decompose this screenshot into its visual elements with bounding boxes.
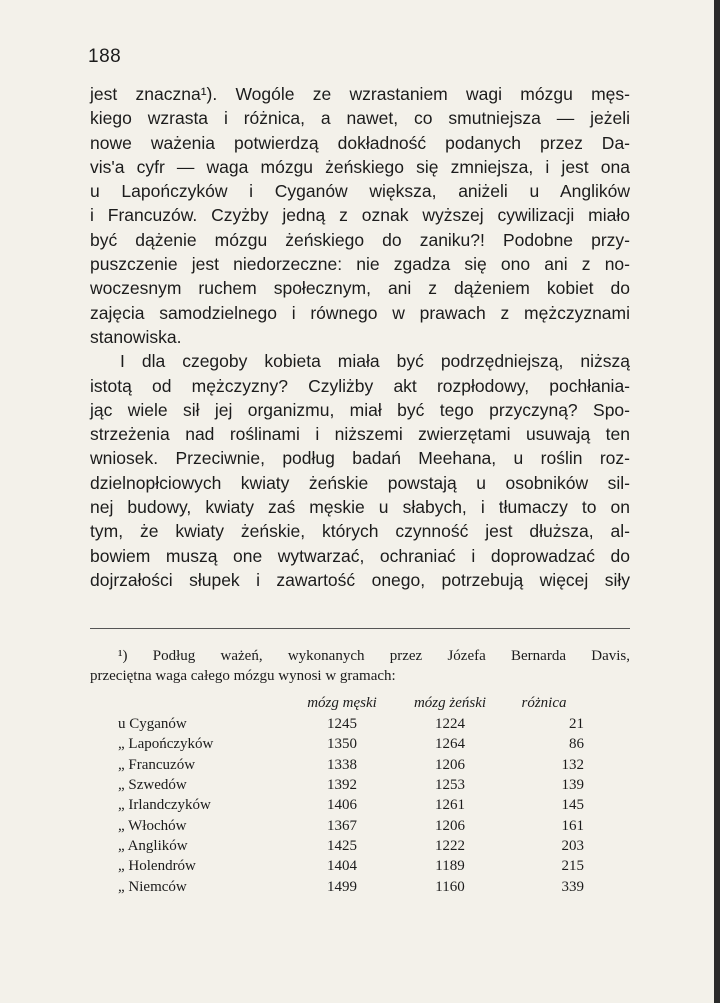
- table-cell-difference: 215: [561, 858, 584, 875]
- body-line: woczesnym ruchem społecznym, ani z dążeniem kobiet do: [90, 278, 630, 299]
- table-cell-female: 1224: [435, 716, 465, 733]
- table-cell-difference: 132: [561, 756, 584, 773]
- table-row: [118, 856, 584, 876]
- body-line: jest znaczna¹). Wogóle ze wzrastaniem wagi mózgu męs-: [90, 84, 630, 104]
- body-line: nowe ważenia potwierdzą dokładność podanych przez Da-: [90, 132, 630, 153]
- table-row: [118, 876, 584, 896]
- page-edge-shadow: [714, 0, 720, 1003]
- table-cell-difference: 139: [561, 777, 584, 794]
- table-header-male: mózg męski: [307, 694, 377, 711]
- body-line: istotą od mężczyzny? Czyliżby akt rozpłodowy, pochłania-: [90, 375, 630, 396]
- table-header-row: [118, 692, 584, 714]
- table-cell-male: 1406: [327, 797, 357, 814]
- table-row: [118, 775, 584, 795]
- table-cell-male: 1350: [327, 736, 357, 753]
- table-cell-female: 1189: [435, 858, 465, 875]
- table-cell-difference: 145: [561, 797, 584, 814]
- footnote-line: przeciętna waga całego mózgu wynosi w gramach:: [90, 668, 396, 684]
- table-cell-male: 1404: [327, 858, 357, 875]
- table-cell-difference: 339: [561, 878, 584, 895]
- table-row: [118, 714, 584, 734]
- body-line: puszczenie jest niedorzeczne: nie zgadza się ono ani z no-: [90, 254, 630, 275]
- table-cell-female: 1206: [435, 817, 465, 834]
- table-cell-male: 1367: [327, 817, 357, 834]
- table-cell-country: „ Włochów: [118, 817, 187, 834]
- page-number: 188: [88, 46, 122, 67]
- brain-weight-table: [118, 692, 584, 897]
- table-cell-female: 1206: [435, 756, 465, 773]
- footnote: [90, 646, 630, 686]
- table-row: [118, 755, 584, 775]
- table-cell-difference: 161: [561, 817, 584, 834]
- body-line: być dążenie mózgu żeńskiego do zaniku?! Podobne przy-: [90, 229, 630, 250]
- table-cell-female: 1222: [435, 837, 465, 854]
- footnote-divider: [90, 628, 630, 629]
- table-row: [118, 734, 584, 754]
- table-cell-country: „ Holendrów: [118, 858, 196, 875]
- table-cell-female: 1261: [435, 797, 465, 814]
- body-line: nej budowy, kwiaty zaś męskie u słabych, i tłumaczy to on: [90, 497, 630, 518]
- table-row: [118, 836, 584, 856]
- body-line: dojrzałości słupek i zawartość onego, potrzebują więcej siły: [90, 569, 630, 590]
- table-cell-difference: 21: [569, 716, 584, 733]
- table-cell-male: 1499: [327, 878, 357, 895]
- body-line: wniosek. Przeciwnie, podług badań Meehana, u roślin roz-: [90, 448, 630, 469]
- table-cell-country: „ Anglików: [118, 837, 188, 854]
- table-header-difference: różnica: [521, 694, 567, 711]
- table-cell-male: 1392: [327, 777, 357, 794]
- table-cell-country: „ Lapończyków: [118, 736, 214, 753]
- table-cell-country: u Cyganów: [118, 716, 187, 733]
- table-cell-male: 1245: [327, 716, 357, 733]
- table-row: [118, 795, 584, 815]
- table-cell-difference: 86: [569, 736, 584, 753]
- body-line: strzeżenia nad roślinami i niższemi zwierzętami usuwają ten: [90, 424, 630, 445]
- body-line: zajęcia samodzielnego i równego w prawach z mężczyznami: [90, 302, 630, 323]
- table-cell-male: 1425: [327, 837, 357, 854]
- footnote-line: ¹) Podług ważeń, wykonanych przez Józefa Bernarda Davis,: [118, 648, 630, 664]
- body-line: vis'a cyfr — waga mózgu żeńskiego się zmniejsza, i jest ona: [90, 156, 630, 177]
- body-line: i Francuzów. Czyżby jedną z oznak wyższej cywilizacji miało: [90, 205, 630, 226]
- body-line: stanowiska.: [90, 326, 182, 347]
- table-header-female: mózg żeński: [413, 694, 487, 711]
- body-line: tym, że kwiaty żeńskie, których czynność jest dłuższa, al-: [90, 521, 630, 542]
- body-line: I dla czegoby kobieta miała być podrzędniejszą, niższą: [120, 351, 630, 372]
- table-cell-female: 1264: [435, 736, 465, 753]
- table-cell-difference: 203: [561, 837, 584, 854]
- table-cell-country: „ Niemców: [118, 878, 187, 895]
- body-line: jąc wiele sił jej organizmu, miał być tego przyczyną? Spo-: [90, 399, 630, 420]
- table-cell-female: 1160: [435, 878, 465, 895]
- table-cell-country: „ Szwedów: [118, 777, 187, 794]
- body-line: kiego wzrasta i różnica, a nawet, co smutniejsza — jeżeli: [90, 108, 630, 129]
- body-line: u Lapończyków i Cyganów większa, aniżeli u Anglików: [90, 181, 630, 202]
- table-cell-female: 1253: [435, 777, 465, 794]
- table-header-empty: [118, 692, 288, 714]
- table-cell-country: „ Irlandczyków: [118, 797, 211, 814]
- body-text: [90, 82, 630, 592]
- body-line: dzielnopłciowych kwiaty żeńskie powstają u osobników sil-: [90, 472, 630, 493]
- body-line: bowiem muszą one wytwarzać, ochraniać i doprowadzać do: [90, 545, 630, 566]
- table-cell-male: 1338: [327, 756, 357, 773]
- table-row: [118, 815, 584, 835]
- table-cell-country: „ Francuzów: [118, 756, 196, 773]
